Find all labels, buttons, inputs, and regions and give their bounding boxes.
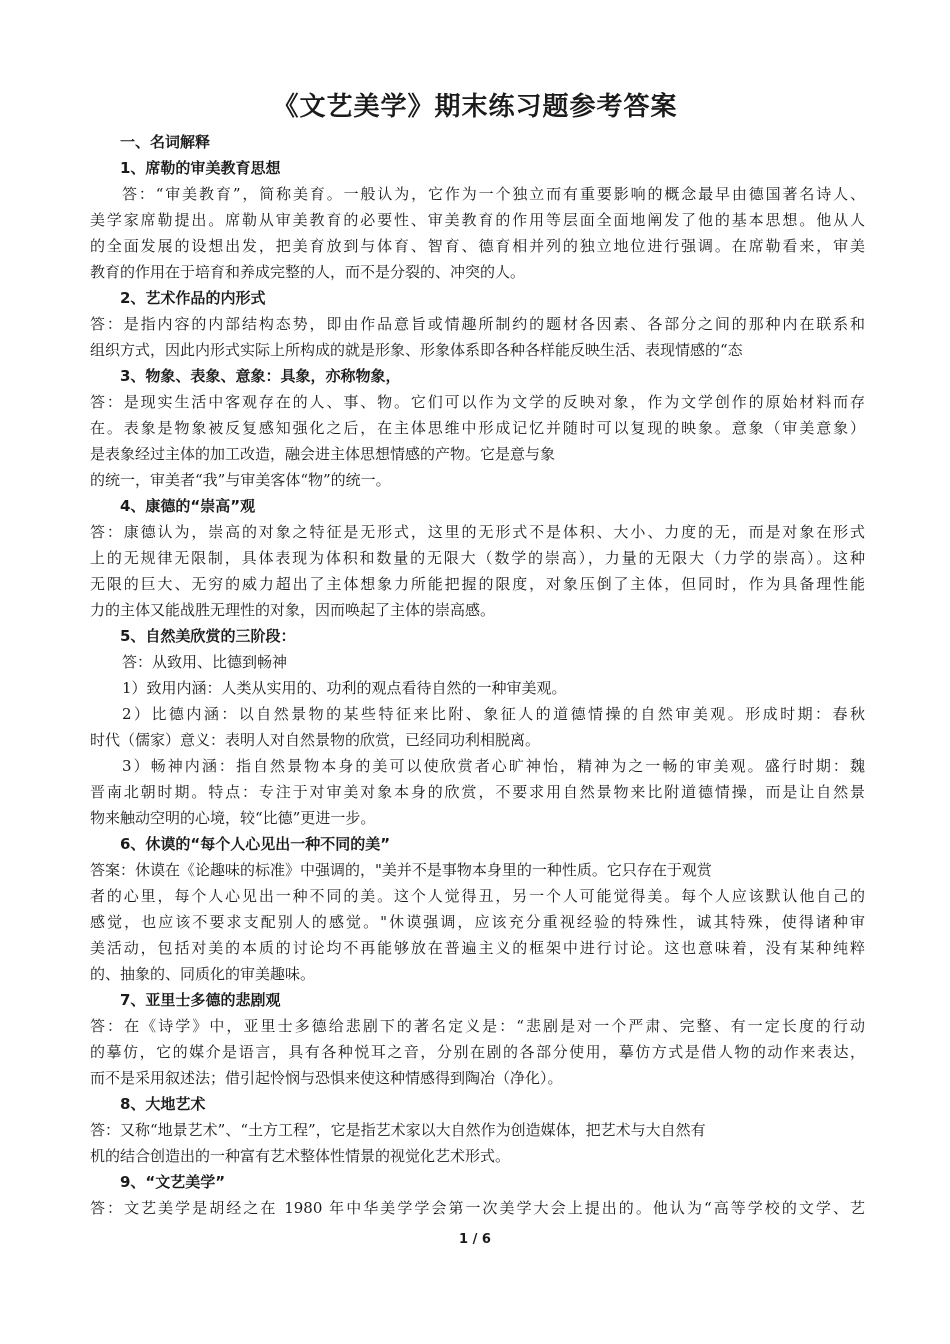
page-number: 1 / 6 [459, 1232, 491, 1247]
paragraph-line: 答：是指内容的内部结构态势，即由作品意旨或情趣所制约的题材各因素、各部分之间的那种内在联系和 [90, 315, 865, 333]
paragraph-line: 力的主体又能战胜无理性的对象，因而唤起了主体的崇高感。 [90, 601, 496, 619]
paragraph-line: 答：又称“地景艺术”、“土方工程”，它是指艺术家以大自然作为创造媒体，把艺术与大自然有 [90, 1121, 706, 1139]
item-heading-1: 1、席勒的审美教育思想 [120, 159, 281, 177]
paragraph-line: 的、抽象的、同质化的审美趣味。 [90, 965, 316, 983]
paragraph-line: 无限的巨大、无穷的威力超出了主体想象力所能把握的限度，对象压倒了主体，但同时，作为具备理性能 [90, 575, 865, 593]
paragraph-line: 2）比德内涵：以自然景物的某些特征来比附、象征人的道德情操的自然审美观。形成时期：春秋 [122, 705, 865, 723]
paragraph-line: 答：文艺美学是胡经之在 1980 年中华美学学会第一次美学大会上提出的。他认为“高等学校的文学、艺 [90, 1199, 865, 1217]
paragraph-line: 的统一，审美者“我”与审美客体“物”的统一。 [90, 471, 391, 489]
item-heading-3: 3、物象、表象、意象：具象，亦称物象， [120, 367, 401, 385]
paragraph-line: 3）畅神内涵：指自然景物本身的美可以使欣赏者心旷神怡，精神为之一畅的审美观。盛行时期：魏 [122, 757, 865, 775]
paragraph-line: 的全面发展的设想出发，把美育放到与体育、智育、德育相并列的独立地位进行强调。在席勒看来，审美 [90, 237, 865, 255]
paragraph-line: 美学家席勒提出。席勒从审美教育的必要性、审美教育的作用等层面全面地阐发了他的基本思想。他从人 [90, 211, 865, 229]
paragraph-line: 答：“审美教育”，简称美育。一般认为，它作为一个独立而有重要影响的概念最早由德国著名诗人、 [122, 185, 865, 203]
paragraph-line: 答：是现实生活中客观存在的人、事、物。它们可以作为文学的反映对象，作为文学创作的原始材料而存 [90, 393, 865, 411]
paragraph-line: 感觉，也应该不要求支配别人的感觉。"休谟强调，应该充分重视经验的特殊性，诚其特殊，使得诸种审 [90, 913, 865, 931]
paragraph-line: 的摹仿，它的媒介是语言，具有各种悦耳之音，分别在剧的各部分使用，摹仿方式是借人物的动作来表达， [90, 1043, 865, 1061]
item-heading-4: 4、康德的“崇高”观 [120, 497, 256, 515]
paragraph-line: 在。表象是物象被反复感知强化之后，在主体思维中形成记忆并随时可以复现的映象。意象（审美意象） [90, 419, 865, 437]
paragraph-line: 物来触动空明的心境，较“比德”更进一步。 [90, 809, 376, 827]
item-heading-8: 8、大地艺术 [120, 1095, 206, 1113]
paragraph-line: 答：从致用、比德到畅神 [122, 653, 288, 671]
paragraph-line: 晋南北朝时期。特点：专注于对审美对象本身的欣赏，不要求用自然景物来比附道德情操，而是让自然景 [90, 783, 865, 801]
item-heading-7: 7、亚里士多德的悲剧观 [120, 991, 281, 1009]
paragraph-line: 是表象经过主体的加工改造，融会进主体思想情感的产物。它是意与象 [90, 445, 556, 463]
item-heading-2: 2、艺术作品的内形式 [120, 289, 266, 307]
paragraph-line: 而不是采用叙述法；借引起怜悯与恐惧来使这种情感得到陶冶（净化）。 [90, 1069, 563, 1087]
item-heading-6: 6、休谟的“每个人心见出一种不同的美” [120, 835, 391, 853]
paragraph-line: 答：康德认为，崇高的对象之特征是无形式，这里的无形式不是体积、大小、力度的无，而是对象在形式 [90, 523, 865, 541]
item-heading-9: 9、“文艺美学” [120, 1173, 226, 1191]
paragraph-line: 上的无规律无限制，具体表现为体积和数量的无限大（数学的崇高），力量的无限大（力学的崇高）。这种 [90, 549, 865, 567]
paragraph-line: 答：在《诗学》中，亚里士多德给悲剧下的著名定义是：“悲剧是对一个严肃、完整、有一定长度的行动 [90, 1017, 865, 1035]
paragraph-line: 者的心里，每个人心见出一种不同的美。这个人觉得丑，另一个人可能觉得美。每个人应该默认他自己的 [90, 887, 865, 905]
item-heading-5: 5、自然美欣赏的三阶段： [120, 627, 296, 645]
paragraph-line: 答案：休谟在《论趣味的标准》中强调的，"美并不是事物本身里的一种性质。它只存在于观赏 [90, 861, 712, 879]
page-title: 《文艺美学》期末练习题参考答案 [272, 92, 678, 122]
paragraph-line: 美活动，包括对美的本质的讨论均不再能够放在普遍主义的框架中进行讨论。这也意味着，没有某种纯粹 [90, 939, 865, 957]
paragraph-line: 机的结合创造出的一种富有艺术整体性情景的视觉化艺术形式。 [90, 1147, 511, 1165]
paragraph-line: 1）致用内涵：人类从实用的、功利的观点看待自然的一种审美观。 [122, 679, 567, 697]
paragraph-line: 教育的作用在于培育和养成完整的人，而不是分裂的、冲突的人。 [90, 263, 526, 281]
section-heading: 一、名词解释 [120, 133, 211, 151]
paragraph-line: 时代（儒家）意义：表明人对自然景物的欣赏，已经同功利相脱离。 [90, 731, 541, 749]
paragraph-line: 组织方式，因此内形式实际上所构成的就是形象、形象体系即各种各样能反映生活、表现情感的“态 [90, 341, 743, 359]
